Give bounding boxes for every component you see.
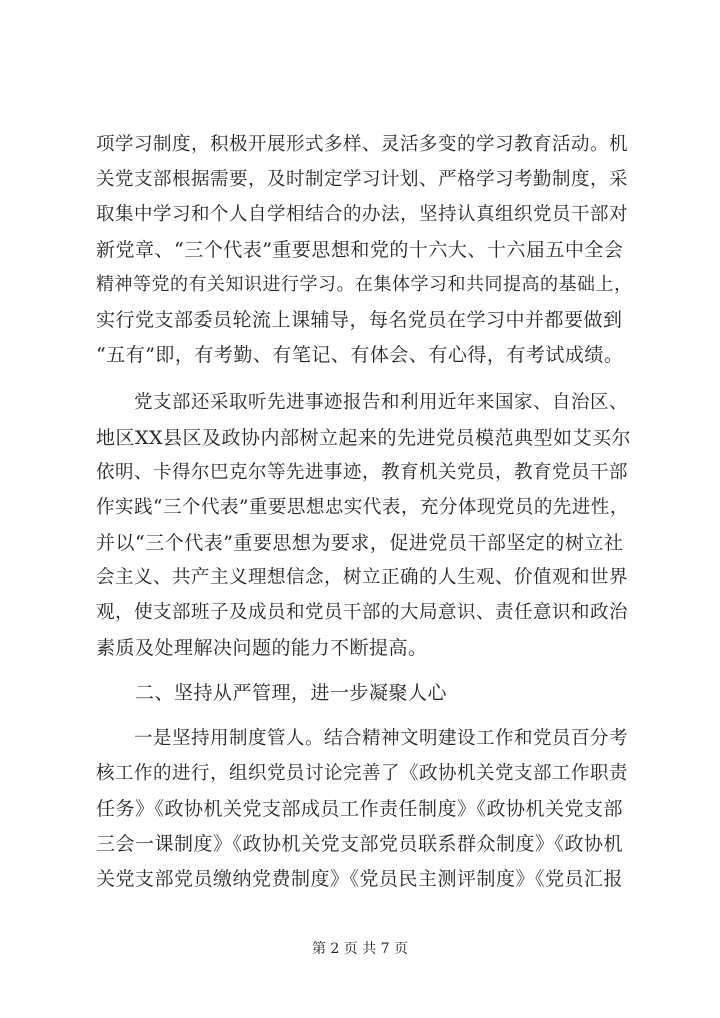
text-line: 取集中学习和个人自学相结合的办法，坚持认真组织党员干部对	[96, 204, 629, 225]
text-line: 实行党支部委员轮流上课辅导，每名党员在学习中并都要做到	[96, 309, 623, 331]
text-line: 关党支部党员缴纳党费制度》《党员民主测评制度》《党员汇报	[96, 868, 624, 890]
text-line: 关党支部根据需要，及时制定学习计划、严格学习考勤制度，采	[96, 169, 629, 190]
text-line: 精神等党的有关知识进行学习。在集体学习和共同提高的基础上，	[96, 274, 633, 295]
text-line: 地区XX县区及政协内部树立起来的先进党员模范典型如艾买尔	[96, 427, 632, 449]
page-footer: 第 2 页 共 7 页	[311, 941, 409, 957]
text-line: 项学习制度，积极开展形式多样、灵活多变的学习教育活动。机	[96, 134, 629, 155]
text-line: 核工作的进行，组织党员讨论完善了《政协机关党支部工作职责	[96, 763, 629, 784]
text-line: 一是坚持用制度管人。结合精神文明建设工作和党员百分考	[96, 728, 629, 749]
text-line: 素质及处理解决问题的能力不断提高。	[96, 637, 428, 659]
text-line: 并以“三个代表”重要思想为要求，促进党员干部坚定的树立社	[96, 532, 624, 554]
text-line: 作实践“三个代表”重要思想忠实代表，充分体现党员的先进性，	[96, 497, 629, 518]
text-line: “五有”即，有考勤、有笔记、有体会、有心得，有考试成绩。	[96, 344, 624, 366]
text-line: 观，使支部班子及成员和党员干部的大局意识、责任意识和政治	[96, 602, 629, 623]
text-line: 新党章、“三个代表”重要思想和党的十六大、十六届五中全会	[96, 239, 624, 261]
text-line: 党支部还采取听先进事迹报告和利用近年来国家、自治区、	[96, 392, 629, 413]
text-line: 依明、卡得尔巴克尔等先进事迹，教育机关党员，教育党员干部	[96, 462, 629, 483]
section-heading: 二、坚持从严管理，进一步凝聚人心	[96, 682, 448, 704]
text-line: 任务》《政协机关党支部成员工作责任制度》《政协机关党支部	[96, 798, 624, 820]
text-line: 三会一课制度》《政协机关党支部党员联系群众制度》《政协机	[96, 833, 624, 855]
text-line: 会主义、共产主义理想信念，树立正确的人生观、价值观和世界	[96, 567, 629, 588]
